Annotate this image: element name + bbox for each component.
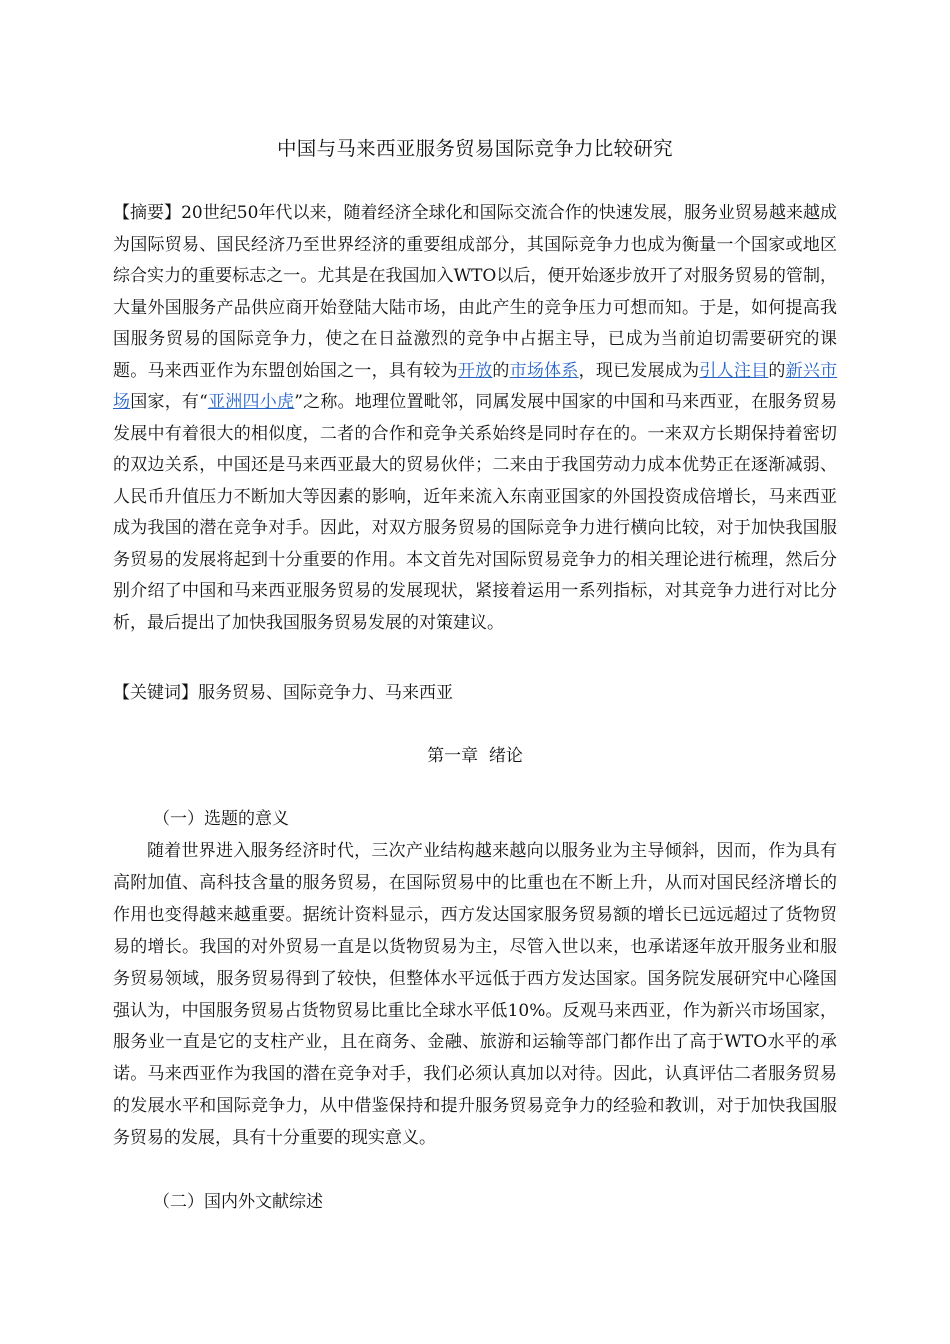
link-open[interactable]: 开放 bbox=[457, 360, 493, 381]
link-four-asian-tigers[interactable]: 亚洲四小虎 bbox=[207, 392, 295, 412]
keywords-text: 服务贸易、国际竞争力、马来西亚 bbox=[198, 683, 453, 703]
abstract-text: 的 bbox=[768, 360, 786, 381]
link-market-system[interactable]: 市场体系 bbox=[509, 360, 579, 381]
abstract-text: 的 bbox=[492, 360, 510, 381]
abstract-text: 国家，有“ bbox=[130, 392, 208, 412]
abstract-text: 20世纪50年代以来，随着经济全球化和国际交流合作的快速发展，服务业贸易越来越成为国际贸易、国民经济乃至世界经济的重要组成部分，其国际竞争力也成为衡量一个国家或地区综合实力的重要标志之一。尤其是在我国加入WTO以后，便开始逐步放开了对服务贸易的管制，大量外国服务产品供应商开始登陆大陆市场，由此产生的竞争压力可想而知。于是，如何提高我国服务贸易的国际竞争力，使之在日益激烈的竞争中占据主导，已成为当前迫切需要研究的课题。马来西亚作为东盟创始国之一，具有较为 bbox=[113, 203, 838, 381]
keywords-line bbox=[113, 678, 837, 710]
link-emerging-market[interactable]: 新兴市场 bbox=[113, 360, 838, 412]
body-paragraph: 随着世界进入服务经济时代，三次产业结构越来越向以服务业为主导倾斜，因而，作为具有高附加值、高科技含量的服务贸易，在国际贸易中的比重也在不断上升，从而对国民经济增长的作用也变得越来越重要。据统计资料显示，西方发达国家服务贸易额的增长已远远超过了货物贸易的增长。我国的对外贸易一直是以货物贸易为主，尽管入世以来，也承诺逐年放开服务业和服务贸易领域，服务贸易得到了较快，但整体水平远低于西方发达国家。国务院发展研究中心隆国强认为，中国服务贸易占货物贸易比重比全球水平低10%。反观马来西亚，作为新兴市场国家，服务业一直是它的支柱产业，且在商务、金融、旅游和运输等部门都作出了高于WTO水平的承诺。马来西亚作为我国的潜在竞争对手，我们必须认真加以对待。因此，认真评估二者服务贸易的发展水平和国际竞争力，从中借鉴保持和提升服务贸易竞争力的经验和教训，对于加快我国服务贸易的发展，具有十分重要的现实意义。 bbox=[113, 841, 837, 1149]
abstract-text: ”之称。地理位置毗邻，同属发展中国家的中国和马来西亚，在服务贸易发展中有着很大的相似度，二者的合作和竞争关系始终是同时存在的。一来双方长期保持着密切的双边关系，中国还是马来西亚最大的贸易伙伴；二来由于我国劳动力成本优势正在逐渐减弱、人民币升值压力不断加大等因素的影响，近年来流入东南亚国家的外国投资成倍增长，马来西亚成为我国的潜在竞争对手。因此，对双方服务贸易的国际竞争力进行横向比较，对于加快我国服务贸易的发展将起到十分重要的作用。本文首先对国际贸易竞争力的相关理论进行梳理，然后分别介绍了中国和马来西亚服务贸易的发展现状，紧接着运用一系列指标，对其竞争力进行对比分析，最后提出了加快我国服务贸易发展的对策建议。 bbox=[113, 392, 837, 633]
abstract-text: ，现已发展成为 bbox=[578, 360, 700, 381]
section-heading-significance: （一）选题的意义 bbox=[153, 809, 289, 829]
section-heading-literature-review: （二）国内外文献综述 bbox=[153, 1192, 323, 1212]
abstract-label: 【摘要】 bbox=[113, 203, 182, 223]
document-title: 中国与马来西亚服务贸易国际竞争力比较研究 bbox=[276, 137, 673, 160]
chapter-title: 第一章 绪论 bbox=[427, 746, 523, 766]
abstract-paragraph bbox=[113, 198, 837, 639]
link-eye-catching[interactable]: 引人注目 bbox=[699, 360, 769, 381]
keywords-label: 【关键词】 bbox=[113, 683, 198, 703]
